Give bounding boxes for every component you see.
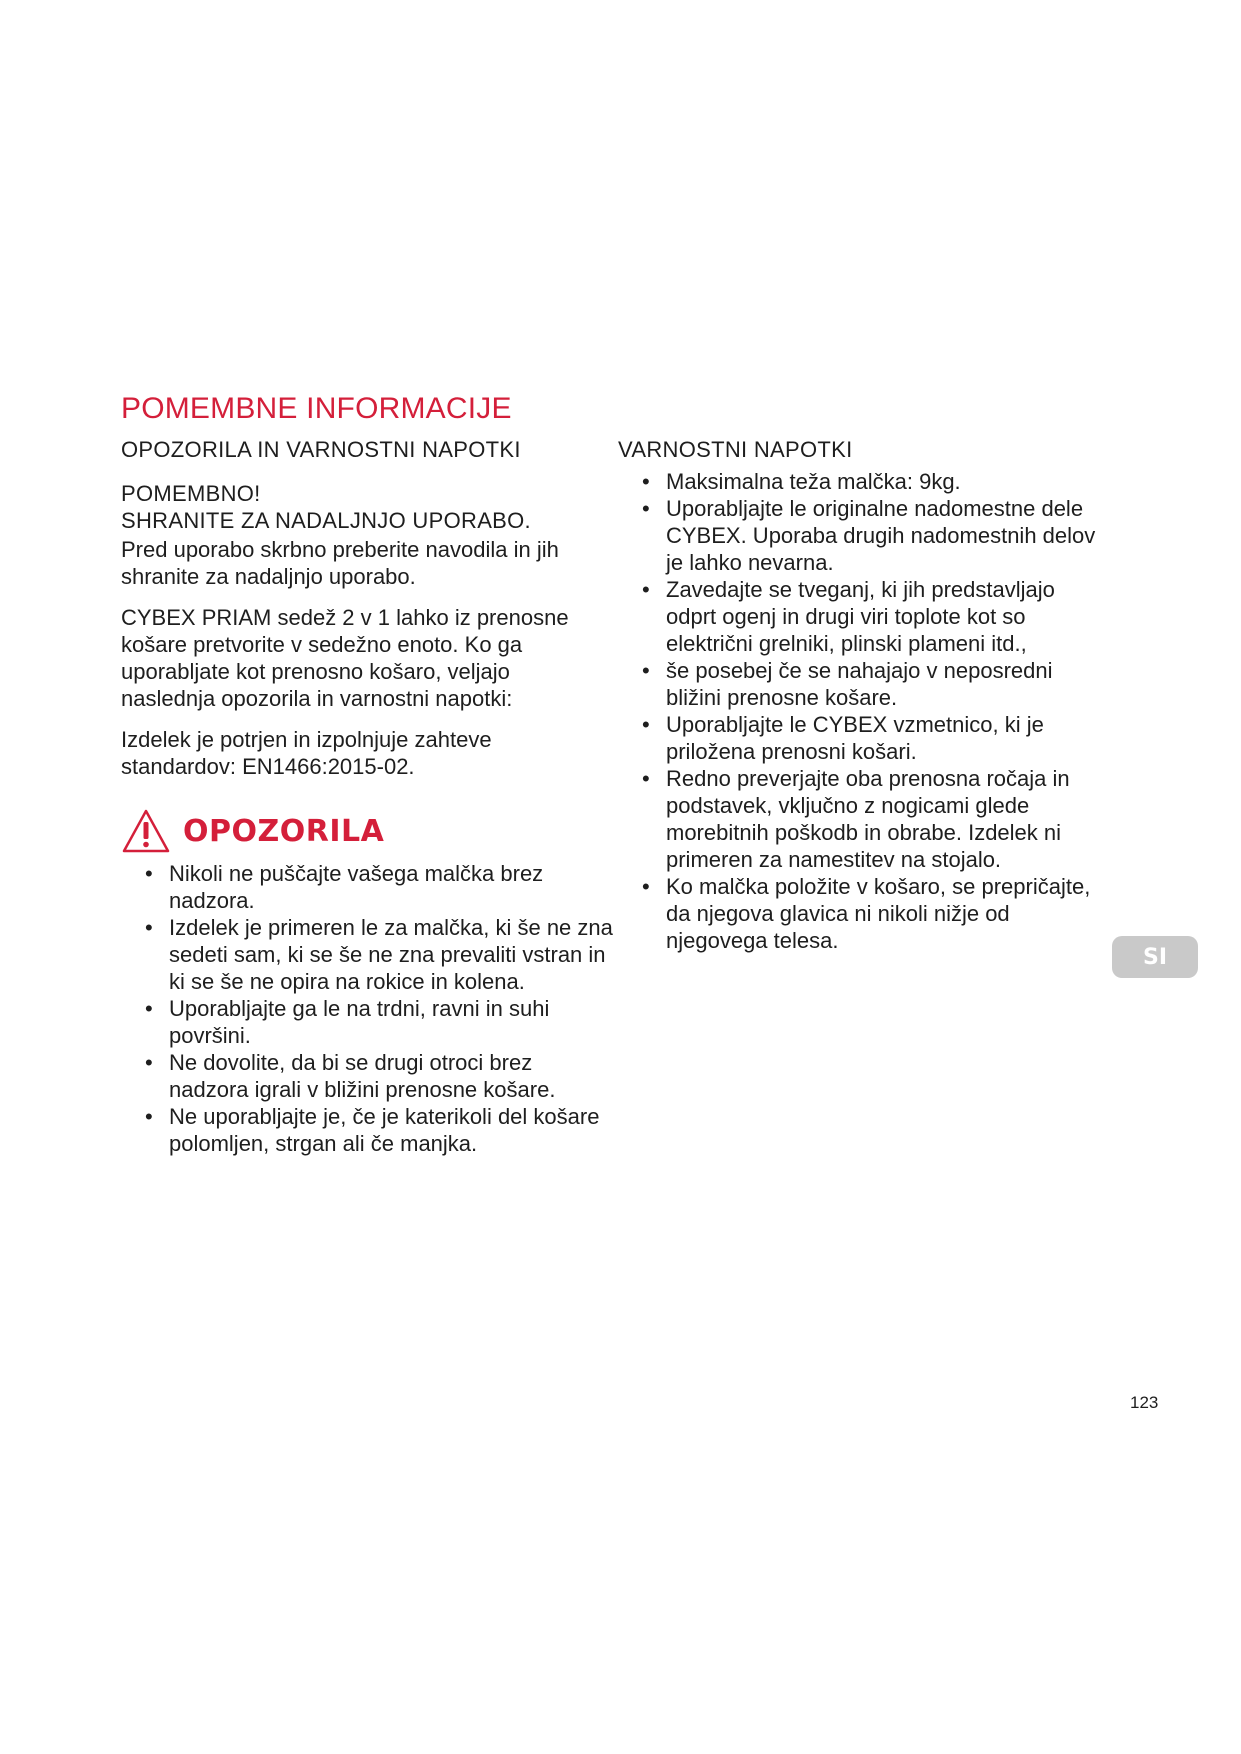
list-item: • Uporabljajte ga le na trdni, ravni in suhi površini.	[145, 995, 615, 1049]
warning-triangle-icon	[121, 808, 171, 854]
left-column	[121, 436, 613, 1157]
page-number: 123	[1130, 1393, 1159, 1412]
list-item: • Ne dovolite, da bi se drugi otroci brez nadzora igrali v bližini prenosne košare.	[145, 1049, 615, 1103]
list-item: • Redno preverjajte oba prenosna ročaja in podstavek, vključno z nogicami glede morebitnih poškodb in obrabe. Izdelek ni primeren za namestitev na stojalo.	[642, 765, 1097, 873]
important-notice	[121, 480, 601, 534]
standard-paragraph: Izdelek je potrjen in izpolnjuje zahteve standardov: EN1466:2015-02.	[121, 727, 492, 779]
warning-header	[121, 808, 601, 854]
list-item: • Nikoli ne puščajte vašega malčka brez nadzora.	[145, 860, 615, 914]
page-title: POMEMBNE INFORMACIJE	[121, 392, 512, 426]
list-item: • Ko malčka položite v košaro, se prepričajte, da njegova glavica ni nikoli nižje od njegovega telesa.	[642, 873, 1097, 954]
intro-paragraph: Pred uporabo skrbno preberite navodila in jih shranite za nadaljnjo uporabo.	[121, 537, 559, 589]
right-column	[618, 436, 1096, 954]
warning-title: OPOZORILA	[183, 813, 385, 849]
list-item: • Izdelek je primeren le za malčka, ki še ne zna sedeti sam, ki se še ne zna prevaliti vstran in ki se še ne opira na rokice in kolena.	[145, 914, 615, 995]
warnings-section-heading: OPOZORILA IN VARNOSTNI NAPOTKI	[121, 437, 521, 462]
list-item: • Uporabljajte le originalne nadomestne dele CYBEX. Uporaba drugih nadomestnih delov je lahko nevarna.	[642, 495, 1097, 576]
language-tab-badge: SI	[1112, 936, 1198, 978]
list-item: • Zavedajte se tveganj, ki jih predstavljajo odprt ogenj in drugi viri toplote kot so električni grelniki, plinski plameni itd.,	[642, 576, 1097, 657]
important-line-2: SHRANITE ZA NADALJNJO UPORABO.	[121, 508, 531, 533]
warnings-list	[145, 860, 615, 1157]
important-line-1: POMEMBNO!	[121, 481, 261, 506]
safety-list	[642, 468, 1097, 954]
product-paragraph: CYBEX PRIAM sedež 2 v 1 lahko iz prenosne košare pretvorite v sedežno enoto. Ko ga uporabljate kot prenosno košaro, veljajo naslednja opozorila in varnostni napotki:	[121, 605, 569, 711]
list-item: • Maksimalna teža malčka: 9kg.	[642, 468, 1097, 495]
list-item: • še posebej če se nahajajo v neposredni bližini prenosne košare.	[642, 657, 1097, 711]
list-item: • Uporabljajte le CYBEX vzmetnico, ki je priložena prenosni košari.	[642, 711, 1097, 765]
safety-section-heading: VARNOSTNI NAPOTKI	[618, 437, 853, 462]
list-item: • Ne uporabljajte je, če je katerikoli del košare polomljen, strgan ali če manjka.	[145, 1103, 615, 1157]
